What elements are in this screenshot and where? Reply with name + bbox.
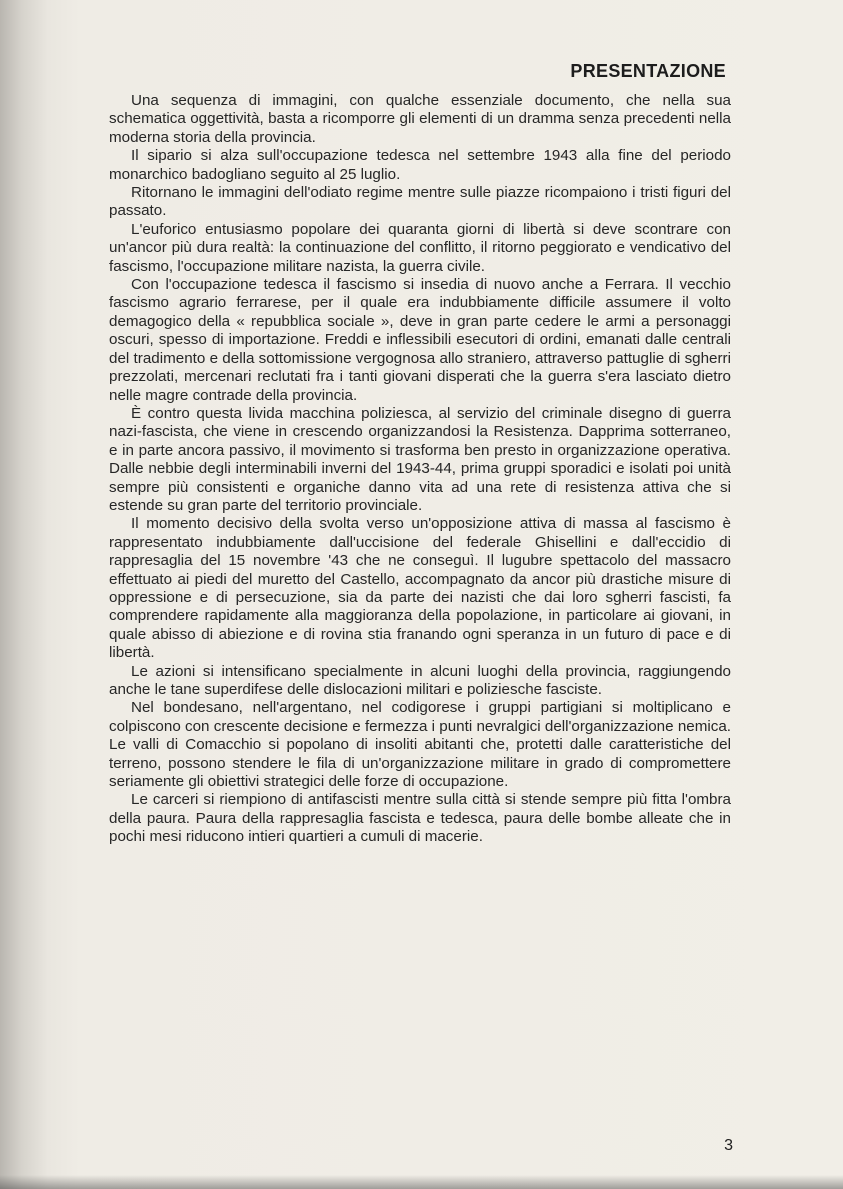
paragraph: Le carceri si riempiono di antifascisti mentre sulla città si stende sempre più fitta l'ombra della paura. Paura della rappresaglia fascista e tedesca, paura delle bombe alleate che in pochi mesi riducono intieri quartieri a cumuli di macerie.	[109, 791, 731, 846]
paragraph: Una sequenza di immagini, con qualche essenziale documento, che nella sua schematica oggettività, basta a ricomporre gli elementi di un dramma senza precedenti nella moderna storia della provincia.	[109, 92, 731, 146]
paragraph: Il sipario si alza sull'occupazione tedesca nel settembre 1943 alla fine del periodo monarchico badogliano seguito al 25 luglio.	[109, 147, 731, 183]
paragraph: L'euforico entusiasmo popolare dei quaranta giorni di libertà si deve scontrare con un'ancor più dura realtà: la continuazione del conflitto, il ritorno peggiorato e vendicativo del fascismo, l'occupazione militare nazista, la guerra civile.	[109, 220, 731, 275]
paragraph: È contro questa livida macchina poliziesca, al servizio del criminale disegno di guerra nazi-fascista, che viene in crescendo organizzandosi la Resistenza. Dapprima sotterraneo, e in parte ancora passivo, il movimento si trasforma ben presto in organizzazione operativa. Dalle nebbie degli interminabili inverni del 1943-44, prima gruppi sporadici e isolati poi unità sempre più consistenti e organiche danno vita ad una rete di resistenza attiva che si estende su gran parte del territorio provinciale.	[109, 404, 731, 514]
paragraph: Le azioni si intensificano specialmente in alcuni luoghi della provincia, raggiungendo anche le tane superdifese delle dislocazioni militari e poliziesche fasciste.	[109, 662, 731, 698]
page-number: 3	[724, 1137, 733, 1154]
paragraph: Nel bondesano, nell'argentano, nel codigorese i gruppi partigiani si moltiplicano e colpiscono con crescente decisione e fermezza i punti nevralgici dell'organizzazione nemica. Le valli di Comacchio si popolano di insoliti abitanti che, protetti dalle caratteristiche del terreno, possono stendere le fila di un'organizzazione militare in grado di compromettere seriamente gli obiettivi strategici delle forze di occupazione.	[109, 699, 731, 791]
paragraph: Il momento decisivo della svolta verso un'opposizione attiva di massa al fascismo è rappresentato indubbiamente dall'uccisione del federale Ghisellini e dall'eccidio di rappresaglia del 15 novembre '43 che ne conseguì. Il lugubre spettacolo del massacro effettuato ai piedi del muretto del Castello, accompagnato da ancor più drastiche misure di oppressione e di persecuzione, sia da parte dei nazisti che dai loro sgherri fascisti, fa comprendere rapidamente alla maggioranza della popolazione, in particolare ai giovani, in quale abisso di abiezione e di rovina stia franando ogni speranza in un futuro di pace e di libertà.	[109, 515, 731, 662]
paragraph: Ritornano le immagini dell'odiato regime mentre sulle piazze ricompaiono i tristi figuri del passato.	[109, 184, 731, 220]
page-title: PRESENTAZIONE	[570, 61, 726, 81]
paragraph: Con l'occupazione tedesca il fascismo si insedia di nuovo anche a Ferrara. Il vecchio fascismo agrario ferrarese, per il quale era indubbiamente difficile assumere il volto demagogico della « repubblica sociale », deve in gran parte cedere le armi a personaggi oscuri, spesso di importazione. Freddi e inflessibili esecutori di ordini, emanati dalle centrali del tradimento e della sottomissione vergognosa allo straniero, attraverso pattuglie di sgherri prezzolati, mercenari reclutati fra i tanti giovani disperati che la guerra s'era lasciato dietro nelle magre contrade della provincia.	[109, 276, 731, 404]
body-text	[109, 92, 731, 847]
